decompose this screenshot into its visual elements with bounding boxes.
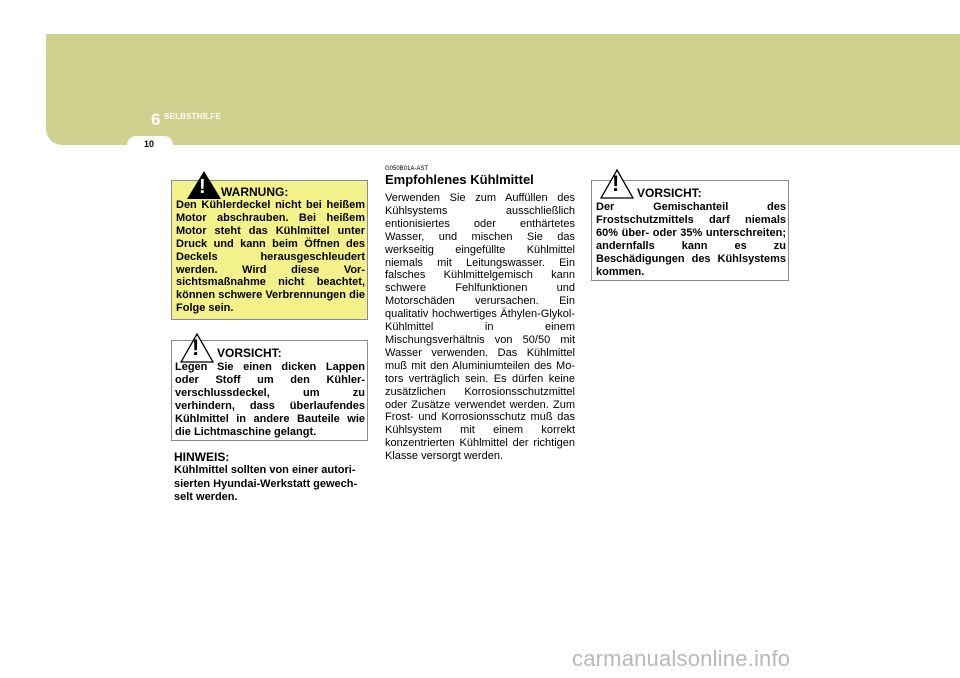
- page-number: 10: [144, 139, 155, 149]
- warning-text: Den Kühlerdeckel nicht bei heißem Motor abschrauben. Bei heißem Motor steht das Kühlmittel unter Druck und kann beim Öffnen des Deckels herausgeschleudert werden. Wird diese Vor-sichtsmaßnahme nicht beachtet, können schwere Verbrennungen die Folge sein.: [176, 199, 365, 315]
- caution-box-left: [171, 335, 368, 441]
- warning-triangle-icon: !: [187, 171, 221, 199]
- caution-text-left: Legen Sie einen dicken Lappen oder Stoff um den Kühler-verschlussdeckel, um zu verhindern, dass überlaufendes Kühlmittel in andere Bauteile wie die Lichtmaschine gelangt.: [175, 361, 365, 438]
- note-text: Kühlmittel sollten von einer autori-sierten Hyundai-Werkstatt gewech-selt werden.: [174, 464, 358, 503]
- caution-text-right: Der Gemischanteil des Frostschutzmittels darf niemals 60% über- oder 35% unterschreiten; andernfalls kann es zu Beschädigungen des Kühlsystems kommen.: [596, 201, 786, 278]
- caution-heading-right: VORSICHT:: [637, 186, 702, 200]
- section-body: Verwenden Sie zum Auffüllen des Kühlsystems ausschließlich entionisiertes oder enthärtetes Wasser, und mischen Sie das werkseitig eingefüllte Kühlmittel niemals mit Leitungswasser. Ein falsches Kühlmittelgemisch kann schwere Fehlfunktionen und Motorschäden verursachen. Ein qualitativ hochwertiges Äthylen-Glykol-Kühlmittel in einem Mischungsverhältnis von 50/50 mit Wasser verwenden. Das Kühlmittel muß mit den Aluminiumteilen des Mo-tors verträglich sein. Es dürfen keine zusätzlichen Korrosionsschutzmittel oder Zusätze verwendet werden. Zum Frost- und Korrosionsschutz muß das Kühlsystem mit einem korrekt konzentrierten Kühlmittel der richtigen Klasse versorgt werden.: [385, 192, 575, 463]
- caution-heading-left: VORSICHT:: [217, 346, 282, 360]
- watermark: carmanualsonline.info: [572, 646, 791, 671]
- caution-triangle-icon: !: [600, 169, 634, 199]
- note-heading: HINWEIS:: [174, 450, 230, 464]
- caution-triangle-icon: !: [180, 333, 214, 363]
- warning-heading: WARNUNG:: [221, 185, 289, 199]
- section-code: G050B01A-AST: [385, 166, 429, 172]
- warning-box: [171, 176, 368, 320]
- caution-box-right: [591, 171, 789, 281]
- header-band: [46, 34, 960, 145]
- chapter-title: SELBSTHILFE: [164, 112, 221, 121]
- section-title: Empfohlenes Kühlmittel: [385, 172, 534, 187]
- chapter-number: 6: [151, 110, 161, 129]
